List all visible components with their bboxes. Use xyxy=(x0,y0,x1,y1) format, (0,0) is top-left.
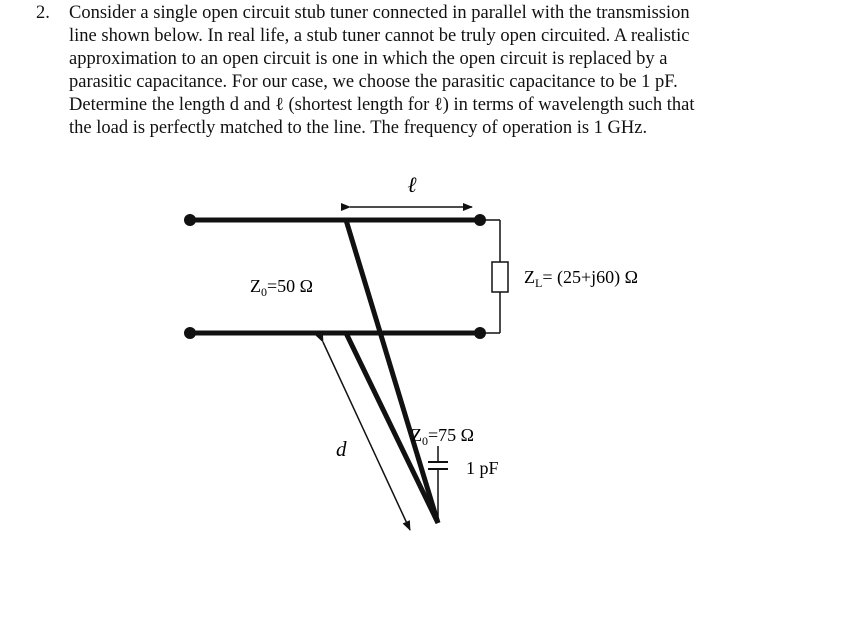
problem-line-1: Consider a single open circuit stub tuner connected in parallel with the transmission xyxy=(69,3,690,23)
load-impedance-box xyxy=(492,262,508,292)
label-line-impedance: $Z_0=50$ Ω xyxy=(250,276,314,299)
label-length-l: ℓ xyxy=(407,172,417,197)
label-length-d: d xyxy=(336,437,347,461)
problem-line-5: Determine the length d and ℓ (shortest length for ℓ) in terms of wavelength such that xyxy=(69,95,695,115)
problem-line-6: the load is perfectly matched to the line. The frequency of operation is 1 GHz. xyxy=(69,118,648,138)
problem-number: 2. xyxy=(36,3,50,23)
label-capacitance: 1 pF xyxy=(466,458,499,478)
stub-conductor-top xyxy=(346,220,438,523)
problem-line-4: parasitic capacitance. For our case, we choose the parasitic capacitance to be 1 pF. xyxy=(69,72,678,92)
left-top-terminal xyxy=(184,214,196,226)
left-bottom-terminal xyxy=(184,327,196,339)
label-load-impedance: $Z_L= (25+j60)$ Ω xyxy=(524,267,639,290)
problem-line-2: line shown below. In real life, a stub tuner cannot be truly open circuited. A realistic xyxy=(69,26,690,46)
problem-line-3: approximation to an open circuit is one in which the open circuit is replaced by a xyxy=(69,49,668,69)
stub-conductor-bottom xyxy=(346,333,438,523)
label-stub-impedance: $Z_0=75$ Ω xyxy=(411,425,475,448)
